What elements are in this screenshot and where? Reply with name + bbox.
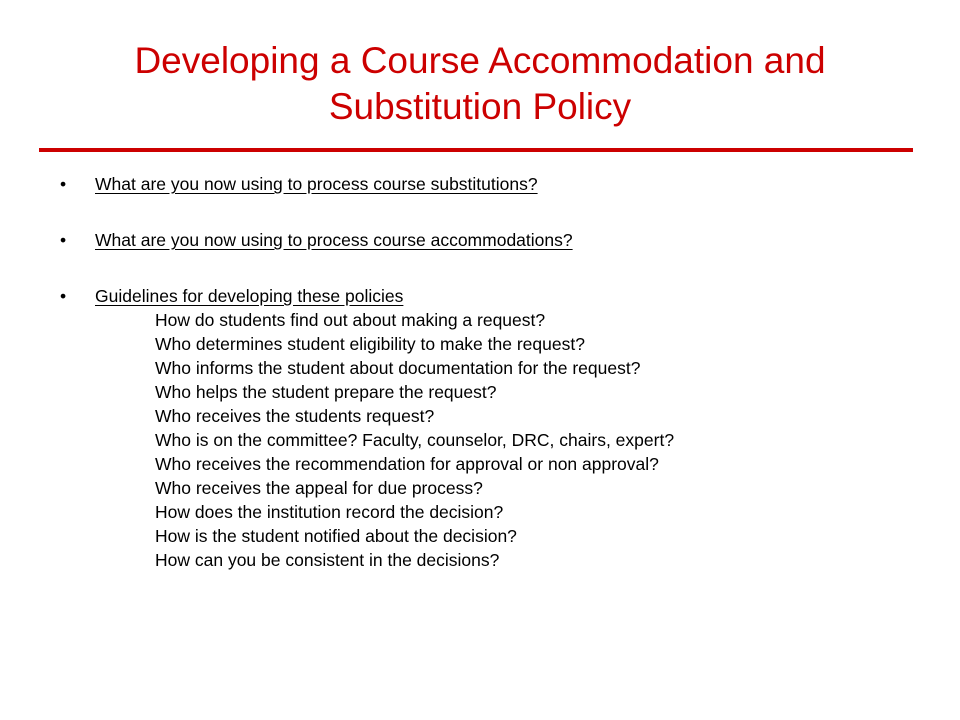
bullet-marker: • <box>60 230 67 250</box>
list-item: Who receives the recommendation for approval or non approval? <box>155 454 659 474</box>
bullet-item-accommodations <box>60 228 920 252</box>
bullet-item-guidelines <box>60 284 920 308</box>
list-item: Who determines student eligibility to make the request? <box>155 334 585 354</box>
list-item: How does the institution record the decision? <box>155 502 504 522</box>
slide-title <box>40 38 920 130</box>
title-divider <box>39 148 913 152</box>
list-item: Who helps the student prepare the request? <box>155 382 497 402</box>
list-item: How do students find out about making a request? <box>155 310 546 330</box>
bullet-marker: • <box>60 174 67 194</box>
list-item: Who informs the student about documentation for the request? <box>155 358 641 378</box>
list-item: How can you be consistent in the decisions? <box>155 550 500 570</box>
list-item: Who receives the students request? <box>155 406 435 426</box>
list-item: Who is on the committee? Faculty, counselor, DRC, chairs, expert? <box>155 430 675 450</box>
bullet-item-substitutions <box>60 172 920 196</box>
list-item: How is the student notified about the decision? <box>155 526 517 546</box>
bullet-text: Guidelines for developing these policies <box>95 286 404 306</box>
slide-title-line-2: Substitution Policy <box>328 86 632 127</box>
list-item: Who receives the appeal for due process? <box>155 478 483 498</box>
bullet-list <box>60 172 920 572</box>
bullet-marker: • <box>60 286 67 306</box>
slide-title-line-1: Developing a Course Accommodation and <box>134 40 826 81</box>
bullet-text: What are you now using to process course accommodations? <box>95 230 573 250</box>
bullet-text: What are you now using to process course substitutions? <box>95 174 538 194</box>
guideline-questions-list <box>60 308 920 572</box>
